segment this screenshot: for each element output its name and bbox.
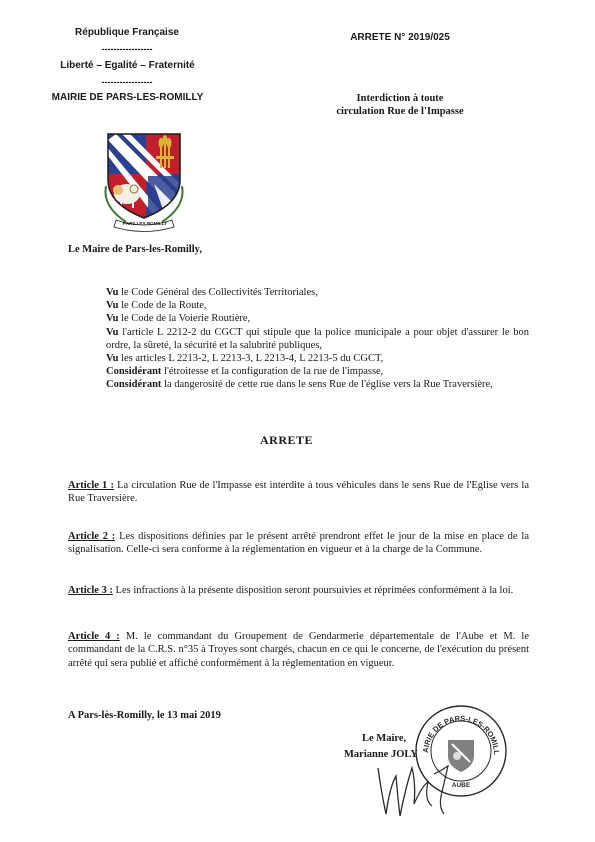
header-separator: ----------------- (101, 44, 153, 54)
header-mairie: MAIRIE DE PARS-LES-ROMILLY (51, 92, 204, 103)
header-motto: Liberté – Egalité – Fraternité (60, 60, 195, 71)
handwritten-signature (372, 756, 462, 820)
coat-of-arms-banner: PARS LES ROMILLY (122, 221, 168, 226)
consideration-item: Considérant l'étroitesse et la configuration de la rue de l'impasse, (106, 366, 384, 378)
consideration-item: Vu le Code de la Voierie Routière, (106, 313, 251, 325)
header-republic: République Française (75, 27, 179, 38)
considerations-list (106, 286, 529, 392)
subject-line-1: Interdiction à toute (356, 93, 444, 104)
arrete-heading: ARRETE (260, 433, 314, 447)
article-4: Article 4 : M. le commandant du Groupement de Gendarmerie départementale de l'Aube et M. le commandant de la C.R.S. n°35 à Troyes sont chargés, chacun en ce qui le concerne, de l'exécution du présent arrêté qui sera publié et affiché conformément à la réglementation en vigueur. (68, 631, 529, 669)
arrete-number: ARRETE N° 2019/025 (350, 32, 450, 43)
date-place: A Pars-lès-Romilly, le 13 mai 2019 (68, 710, 221, 721)
consideration-item: Vu le Code Général des Collectivités Territoriales, (106, 287, 318, 298)
article-1: Article 1 : La circulation Rue de l'Impasse est interdite à tous véhicules dans le sens Rue de l'Eglise vers la Rue Traversière. (68, 480, 529, 505)
header-separator: ----------------- (101, 77, 153, 87)
stamp-bottom-text: AUBE (451, 782, 471, 789)
consideration-item: Vu le Code de la Route, (106, 300, 207, 312)
subject-line-2: circulation Rue de l'Impasse (336, 106, 464, 117)
consideration-item: Considérant la dangerosité de cette rue dans le sens Rue de l'église vers la Rue Traversière, (106, 379, 493, 391)
consideration-item: Vu l'article L 2212-2 du CGCT qui stipule que la police municipale a pour objet d'assurer le bon ordre, la sûreté, la sécurité et la salubrité publiques, (106, 326, 529, 351)
stamp-text: AIRIE DE PARS-LES-ROMILL (420, 713, 502, 755)
coat-of-arms (96, 126, 192, 232)
mayor-intro: Le Maire de Pars-les-Romilly, (68, 244, 202, 255)
consideration-item: Vu les articles L 2213-2, L 2213-3, L 2213-4, L 2213-5 du CGCT, (106, 353, 384, 365)
signature-role: Le Maire, (362, 733, 407, 744)
signature-name: Marianne JOLY (344, 749, 418, 760)
article-3: Article 3 : Les infractions à la présente disposition seront poursuivies et réprimées conformément à la loi. (68, 585, 514, 596)
article-2: Article 2 : Les dispositions définies par le présent arrêté prendront effet le jour de la mise en place de la signalisation. Celle-ci sera conforme à la réglementation en vigueur et à la charge de la Commune. (68, 531, 529, 556)
